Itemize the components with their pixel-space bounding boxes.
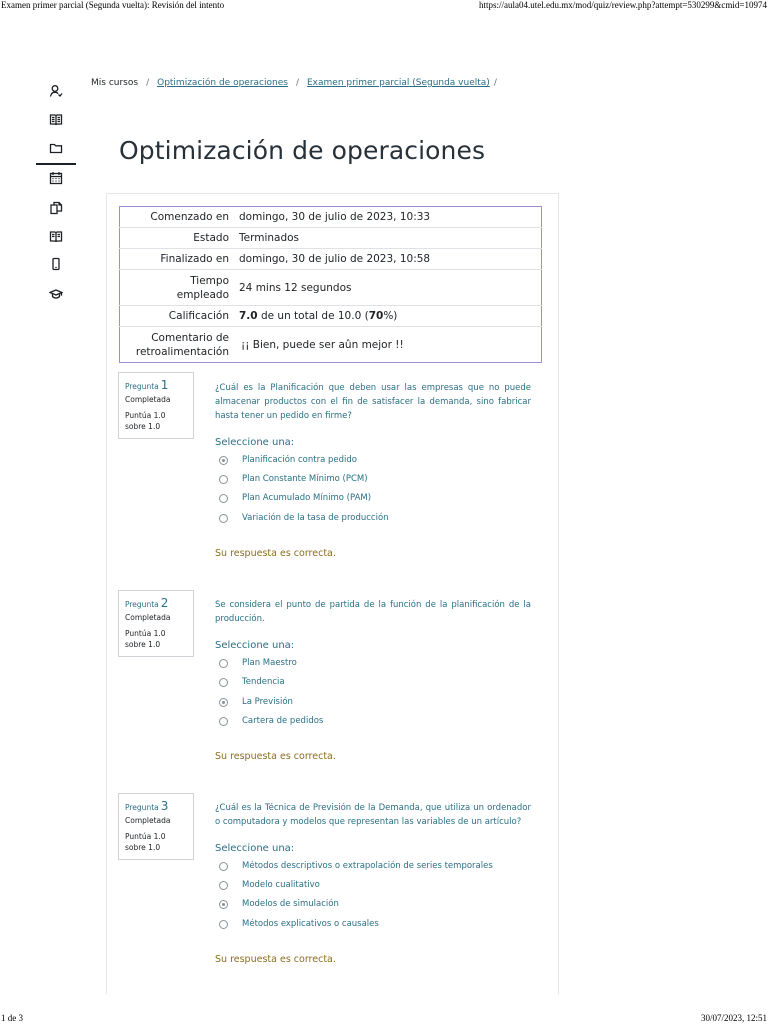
book-icon[interactable] xyxy=(36,108,76,130)
answer-option[interactable] xyxy=(219,675,285,689)
question-grade xyxy=(125,831,193,853)
summary-value xyxy=(233,306,542,327)
radio-button[interactable] xyxy=(219,920,228,929)
answer-option-label[interactable]: Tendencia xyxy=(242,677,285,687)
question-grade-line: Puntúa 1.0 xyxy=(125,629,166,638)
answer-option[interactable] xyxy=(219,695,293,709)
summary-value: Terminados xyxy=(233,228,542,249)
folder-icon[interactable] xyxy=(36,137,76,159)
answer-option-label[interactable]: Modelos de simulación xyxy=(242,899,339,909)
question-feedback: Su respuesta es correcta. xyxy=(215,751,336,762)
breadcrumb-separator: / xyxy=(146,78,150,88)
summary-row-state xyxy=(120,228,542,249)
answer-option[interactable] xyxy=(219,491,371,505)
question-state: Completada xyxy=(125,395,171,404)
answer-option-label[interactable]: Modelo cualitativo xyxy=(242,880,320,890)
breadcrumb-course-link[interactable]: Optimización de operaciones xyxy=(157,78,288,88)
radio-button-selected[interactable] xyxy=(219,900,228,909)
summary-value: domingo, 30 de julio de 2023, 10:33 xyxy=(239,211,431,223)
breadcrumb-my-courses[interactable]: Mis cursos xyxy=(91,78,139,88)
summary-value: ¡¡ Bien, puede ser aûn mejor !! xyxy=(233,327,542,363)
question-state: Completada xyxy=(125,816,171,825)
summary-value: domingo, 30 de julio de 2023, 10:58 xyxy=(233,249,542,270)
user-icon[interactable] xyxy=(36,80,76,102)
question-label: Pregunta xyxy=(125,382,159,391)
answer-option-label[interactable]: La Previsión xyxy=(242,697,293,707)
question-grade-line: Puntúa 1.0 xyxy=(125,832,166,841)
question-prompt: Seleccione una: xyxy=(215,437,295,448)
summary-row-started xyxy=(120,207,542,228)
answer-option-label[interactable]: Planificación contra pedido xyxy=(242,455,357,465)
mobile-icon[interactable] xyxy=(36,253,76,275)
summary-row-grade xyxy=(120,306,542,327)
question-feedback: Su respuesta es correcta. xyxy=(215,954,336,965)
question-grade xyxy=(125,410,193,432)
radio-button-selected[interactable] xyxy=(219,698,228,707)
question-label: Pregunta xyxy=(125,600,159,609)
question-grade-line: sobre 1.0 xyxy=(125,422,161,431)
grade-percent-sign: %) xyxy=(383,310,398,322)
radio-button[interactable] xyxy=(219,881,228,890)
answer-option[interactable] xyxy=(219,897,339,911)
print-footer-page: 1 de 3 xyxy=(1,1013,23,1023)
radio-button[interactable] xyxy=(219,494,228,503)
print-footer xyxy=(0,1013,768,1024)
answer-option-label[interactable]: Métodos descriptivos o extrapolación de series temporales xyxy=(242,861,493,871)
breadcrumb xyxy=(91,78,505,88)
summary-label xyxy=(120,327,234,363)
grade-total: de un total de 10.0 ( xyxy=(257,310,369,322)
summary-label-line: Tiempo xyxy=(190,274,229,287)
question-prompt: Seleccione una: xyxy=(215,843,295,854)
question-prompt: Seleccione una: xyxy=(215,640,295,651)
answer-option[interactable] xyxy=(219,859,493,873)
summary-label xyxy=(120,270,234,306)
question-grade xyxy=(125,628,193,650)
radio-button-selected[interactable] xyxy=(219,456,228,465)
question-number: 1 xyxy=(160,378,169,392)
question-info-2 xyxy=(118,590,194,657)
summary-label: Finalizado en xyxy=(120,249,234,270)
question-text-2: Se considera el punto de partida de la función de la planificación de la producción. xyxy=(215,600,531,624)
sidebar-active-indicator xyxy=(36,163,76,165)
answer-option[interactable] xyxy=(219,453,357,467)
radio-button[interactable] xyxy=(219,717,228,726)
grade-percent: 70 xyxy=(368,310,384,322)
question-text-1: ¿Cuál es la Planificación que deben usar las empresas que no puede almacenar productos con el fin de satisfacer la demanda, sino fabricar hasta tener un pedido en firme? xyxy=(215,383,531,421)
summary-label-line: retroalimentación xyxy=(135,345,229,358)
question-number: 3 xyxy=(160,799,169,813)
answer-option[interactable] xyxy=(219,656,297,670)
summary-label: Calificación xyxy=(120,306,234,327)
question-grade-line: sobre 1.0 xyxy=(125,843,161,852)
question-state: Completada xyxy=(125,613,171,622)
answer-option-label[interactable]: Métodos explicativos o causales xyxy=(242,919,379,929)
radio-button[interactable] xyxy=(219,678,228,687)
page-title: Optimización de operaciones xyxy=(119,136,486,165)
print-header-url: https://aula04.utel.edu.mx/mod/quiz/review.php?attempt=530299&cmid=10974 xyxy=(478,0,767,10)
graduation-cap-icon[interactable] xyxy=(36,283,76,305)
breadcrumb-separator: / xyxy=(493,78,497,88)
answer-option[interactable] xyxy=(219,714,323,728)
answer-option-label[interactable]: Variación de la tasa de producción xyxy=(242,513,389,523)
radio-button[interactable] xyxy=(219,475,228,484)
summary-label-line: empleado xyxy=(176,288,229,301)
answer-option-label[interactable]: Plan Acumulado Mínimo (PAM) xyxy=(242,493,372,503)
radio-button[interactable] xyxy=(219,659,228,668)
print-header xyxy=(0,0,768,12)
question-info-3 xyxy=(118,793,194,860)
summary-label: Comenzado en xyxy=(150,211,229,223)
answer-option[interactable] xyxy=(219,917,379,931)
question-grade-line: Puntúa 1.0 xyxy=(125,411,166,420)
summary-value: 24 mins 12 segundos xyxy=(233,270,542,306)
breadcrumb-separator: / xyxy=(295,78,299,88)
question-label: Pregunta xyxy=(125,803,159,812)
summary-label-line: Comentario de xyxy=(151,331,229,344)
attempt-summary-table xyxy=(119,206,542,363)
print-header-title: Examen primer parcial (Segunda vuelta): Revisión del intento xyxy=(1,0,225,10)
question-info-1 xyxy=(118,372,194,439)
calendar-icon[interactable] xyxy=(36,167,76,189)
radio-button[interactable] xyxy=(219,514,228,523)
radio-button[interactable] xyxy=(219,862,228,871)
copy-icon[interactable] xyxy=(36,197,76,219)
question-text-3: ¿Cuál es la Técnica de Previsión de la Demanda, que utiliza un ordenador o computadora y modelos que representan las variables de un artículo? xyxy=(215,803,531,827)
question-number: 2 xyxy=(160,596,169,610)
breadcrumb-quiz-link[interactable]: Examen primer parcial (Segunda vuelta) xyxy=(306,78,490,88)
summary-row-time xyxy=(120,270,542,306)
answer-option[interactable] xyxy=(219,511,389,525)
summary-row-feedback xyxy=(120,327,542,363)
book-open-icon[interactable] xyxy=(36,225,76,247)
grade-score: 7.0 xyxy=(239,310,258,322)
question-grade-line: sobre 1.0 xyxy=(125,640,161,649)
answer-option-label[interactable]: Plan Maestro xyxy=(242,658,297,668)
question-feedback: Su respuesta es correcta. xyxy=(215,548,336,559)
answer-option-label[interactable]: Plan Constante Mínimo (PCM) xyxy=(242,474,368,484)
summary-label: Estado xyxy=(120,228,234,249)
print-footer-timestamp: 30/07/2023, 12:51 xyxy=(700,1013,767,1023)
answer-option[interactable] xyxy=(219,878,320,892)
answer-option-label[interactable]: Cartera de pedidos xyxy=(242,716,324,726)
answer-option[interactable] xyxy=(219,472,368,486)
summary-row-finished xyxy=(120,249,542,270)
